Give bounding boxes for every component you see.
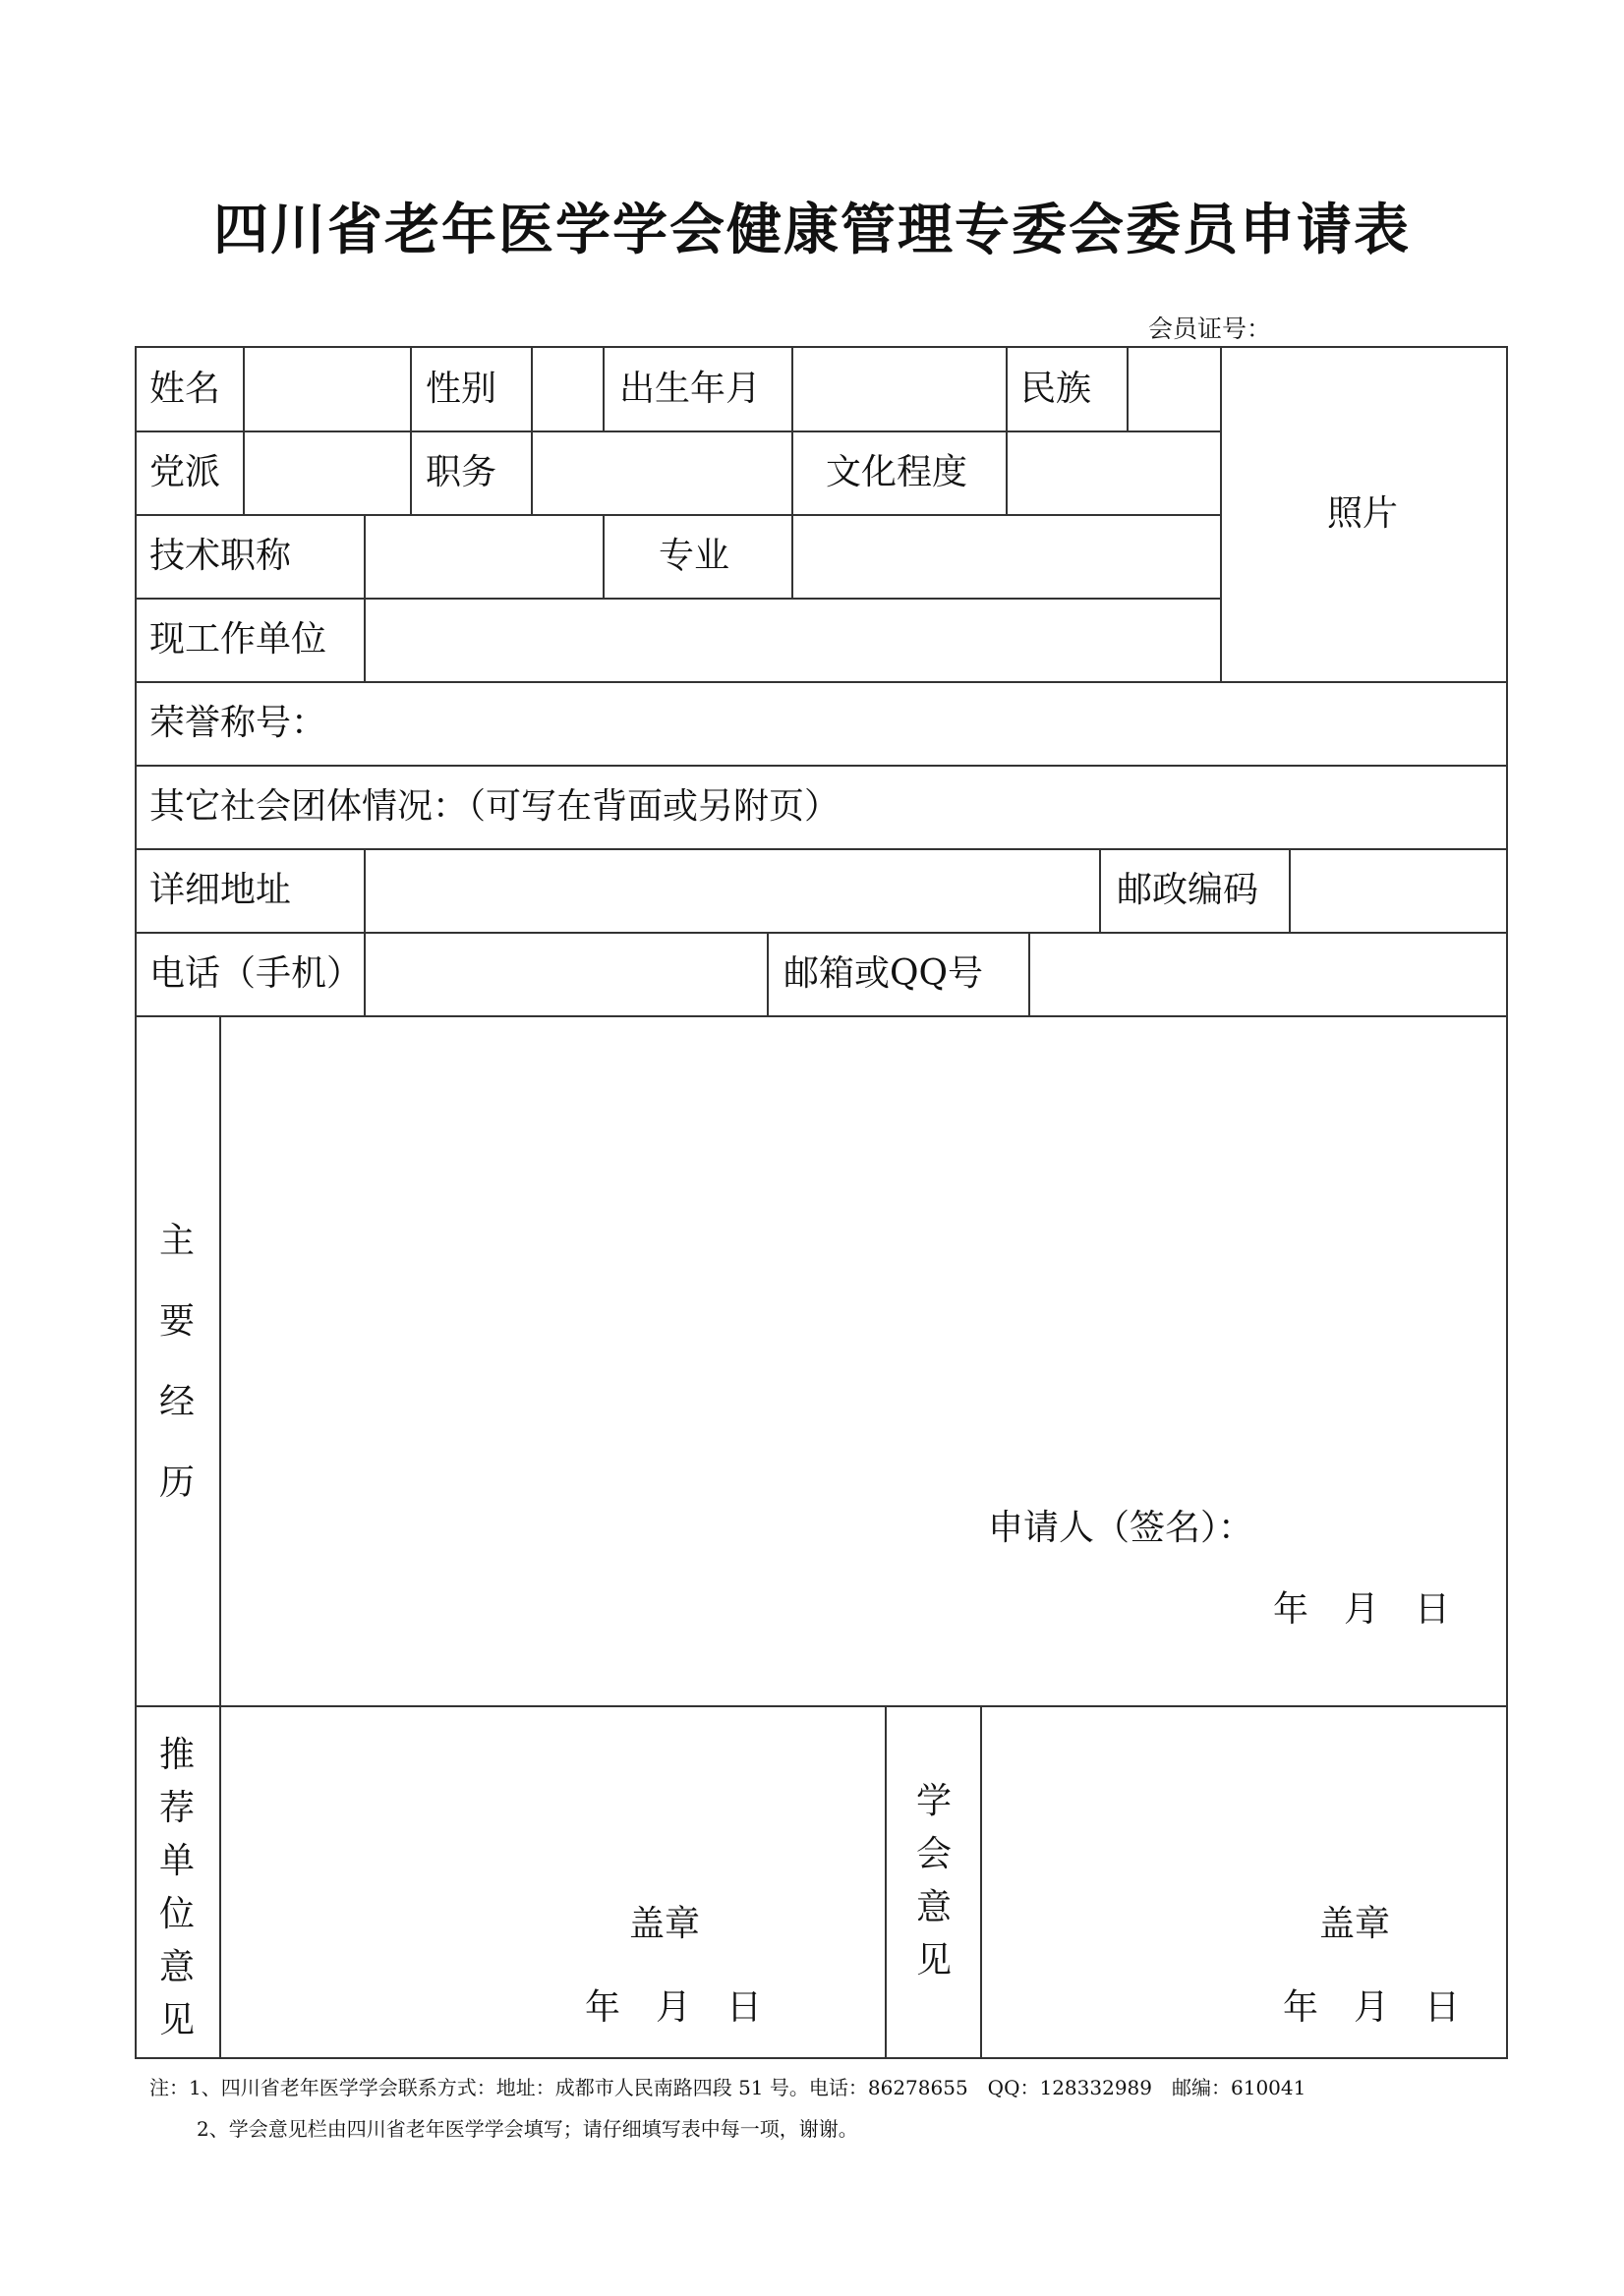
society-seal-label: 盖章	[1319, 1904, 1391, 1944]
label-society	[914, 1781, 954, 1996]
label-char: 意	[915, 1887, 952, 1927]
label-major: 专业	[659, 536, 730, 576]
label-education: 文化程度	[826, 452, 968, 492]
label-recommend	[157, 1735, 197, 2056]
col-line	[1289, 848, 1291, 933]
label-party: 党派	[149, 452, 221, 492]
table-border-top	[135, 346, 1508, 348]
col-line	[1099, 848, 1101, 933]
col-line	[531, 346, 533, 515]
label-char: 推	[158, 1735, 195, 1775]
label-char: 见	[915, 1940, 952, 1980]
recommend-seal-label: 盖章	[629, 1904, 701, 1944]
table-border-bottom	[135, 2057, 1508, 2059]
row-line	[135, 765, 1508, 767]
row-line	[135, 1015, 1508, 1017]
label-char: 历	[158, 1463, 195, 1503]
col-line	[767, 932, 769, 1016]
row-line	[135, 681, 1508, 683]
col-line	[791, 346, 793, 599]
label-birth: 出生年月	[619, 369, 762, 409]
label-position: 职务	[426, 452, 497, 492]
label-address: 详细地址	[149, 870, 292, 910]
label-ethnicity: 民族	[1020, 369, 1092, 409]
row-line	[135, 848, 1508, 850]
col-line	[1028, 932, 1030, 1016]
col-line	[885, 1705, 887, 2058]
form-title: 四川省老年医学学会健康管理专委会委员申请表	[213, 198, 1411, 262]
col-line	[1220, 346, 1222, 683]
col-line	[243, 430, 245, 515]
label-char: 见	[158, 2000, 195, 2040]
label-gender: 性别	[426, 369, 497, 409]
label-other-groups: 其它社会团体情况：（可写在背面或另附页）	[149, 786, 841, 827]
recommend-date: 年 月 日	[585, 1987, 763, 2028]
label-char: 主	[158, 1221, 195, 1261]
col-line	[603, 346, 605, 431]
label-workplace: 现工作单位	[149, 619, 327, 660]
label-name: 姓名	[149, 369, 221, 409]
col-line	[219, 1015, 221, 2058]
label-char: 位	[158, 1894, 195, 1934]
society-date: 年 月 日	[1283, 1987, 1461, 2028]
col-line	[1006, 346, 1008, 515]
label-phone: 电话（手机）	[149, 953, 363, 994]
member-no-label: 会员证号：	[1148, 315, 1272, 343]
table-border-left	[135, 346, 137, 2059]
col-line	[980, 1705, 982, 2058]
label-postcode: 邮政编码	[1117, 870, 1259, 910]
footnote-2: 2、学会意见栏由四川省老年医学学会填写；请仔细填写表中每一项，谢谢。	[197, 2117, 858, 2141]
label-char: 会	[915, 1834, 952, 1874]
label-char: 意	[158, 1947, 195, 1987]
label-photo: 照片	[1327, 493, 1399, 534]
col-line	[603, 514, 605, 599]
row-line	[135, 1705, 1508, 1707]
col-line	[364, 514, 366, 682]
label-honor: 荣誉称号：	[149, 703, 327, 743]
col-line	[1127, 346, 1129, 431]
row-line	[135, 430, 1222, 432]
label-char: 要	[158, 1301, 195, 1342]
label-char: 经	[158, 1382, 195, 1422]
label-tech-title: 技术职称	[149, 536, 292, 576]
footnote-1: 注：1、四川省老年医学学会联系方式：地址：成都市人民南路四段 51 号。电话：86278655 QQ：128332989 邮编：610041	[149, 2076, 1306, 2099]
label-char: 单	[158, 1841, 195, 1881]
row-line	[135, 514, 1222, 516]
applicant-signature-label: 申请人（签名）：	[988, 1508, 1254, 1548]
applicant-date: 年 月 日	[1273, 1589, 1451, 1630]
label-email-qq: 邮箱或QQ号	[783, 953, 984, 994]
col-line	[243, 346, 245, 431]
col-line	[410, 346, 412, 515]
col-line	[364, 848, 366, 1016]
label-char: 学	[915, 1781, 952, 1821]
row-line	[135, 598, 1222, 600]
row-line	[135, 932, 1508, 934]
table-border-right	[1506, 346, 1508, 2059]
label-char: 荐	[158, 1788, 195, 1828]
label-experience	[157, 1221, 197, 1546]
